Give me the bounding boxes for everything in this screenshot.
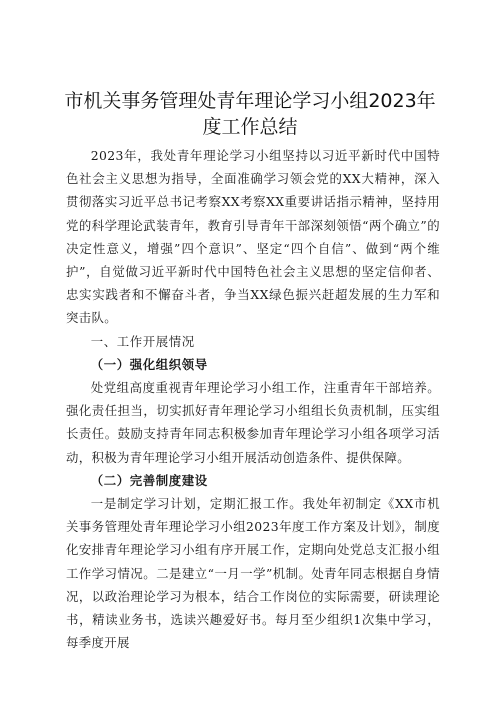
title-line-2: 度工作总结 xyxy=(202,116,298,138)
title-line-1: 市机关事务管理处青年理论学习小组2023年 xyxy=(64,90,436,112)
leadership-paragraph: 处党组高度重视青年理论学习小组工作，注重青年干部培养。强化责任担当，切实抓好青年理论学习小组组长负责机制，压实组长责任。鼓励支持青年同志积极参加青年理论学习小组各项学习活动，积极为青年理论学习小组开展活动创造条件、提供保障。 xyxy=(66,380,440,465)
document-title xyxy=(58,88,442,140)
intro-paragraph: 2023年，我处青年理论学习小组坚持以习近平新时代中国特色社会主义思想为指导，全面准确学习领会党的XX大精神，深入贯彻落实习近平总书记考察XX考察XX重要讲话指示精神，坚持用党的科学理论武装青年，教育引导青年干部深刻领悟“两个确立”的决定性意义，增强”四个意识”、坚定“四个自信”、做到“两个维护”，自觉做习近平新时代中国特色社会主义思想的坚定信仰者、忠实实践者和不懈奋斗者，争当XX绿色振兴赶超发展的生力军和突击队。 xyxy=(66,148,440,326)
document-body xyxy=(66,144,440,654)
subsection-heading-system: （二）完善制度建设 xyxy=(90,472,208,488)
system-paragraph: 一是制定学习计划，定期汇报工作。我处年初制定《XX市机关事务管理处青年理论学习小组2023年度工作方案及计划》，制度化安排青年理论学习小组有序开展工作，定期向处党总支汇报小组工作学习情况。二是建立“一月一学”机制。处青年同志根据自身情况，以政治理论学习为根本，结合工作岗位的实际需要，研读理论书，精读业务书，选读兴趣爱好书。每月至少组织1次集中学习，每季度开展 xyxy=(66,496,440,651)
section-heading-work-status: 一、工作开展情况 xyxy=(90,333,195,349)
subsection-heading-leadership: （一）强化组织领导 xyxy=(90,356,208,372)
